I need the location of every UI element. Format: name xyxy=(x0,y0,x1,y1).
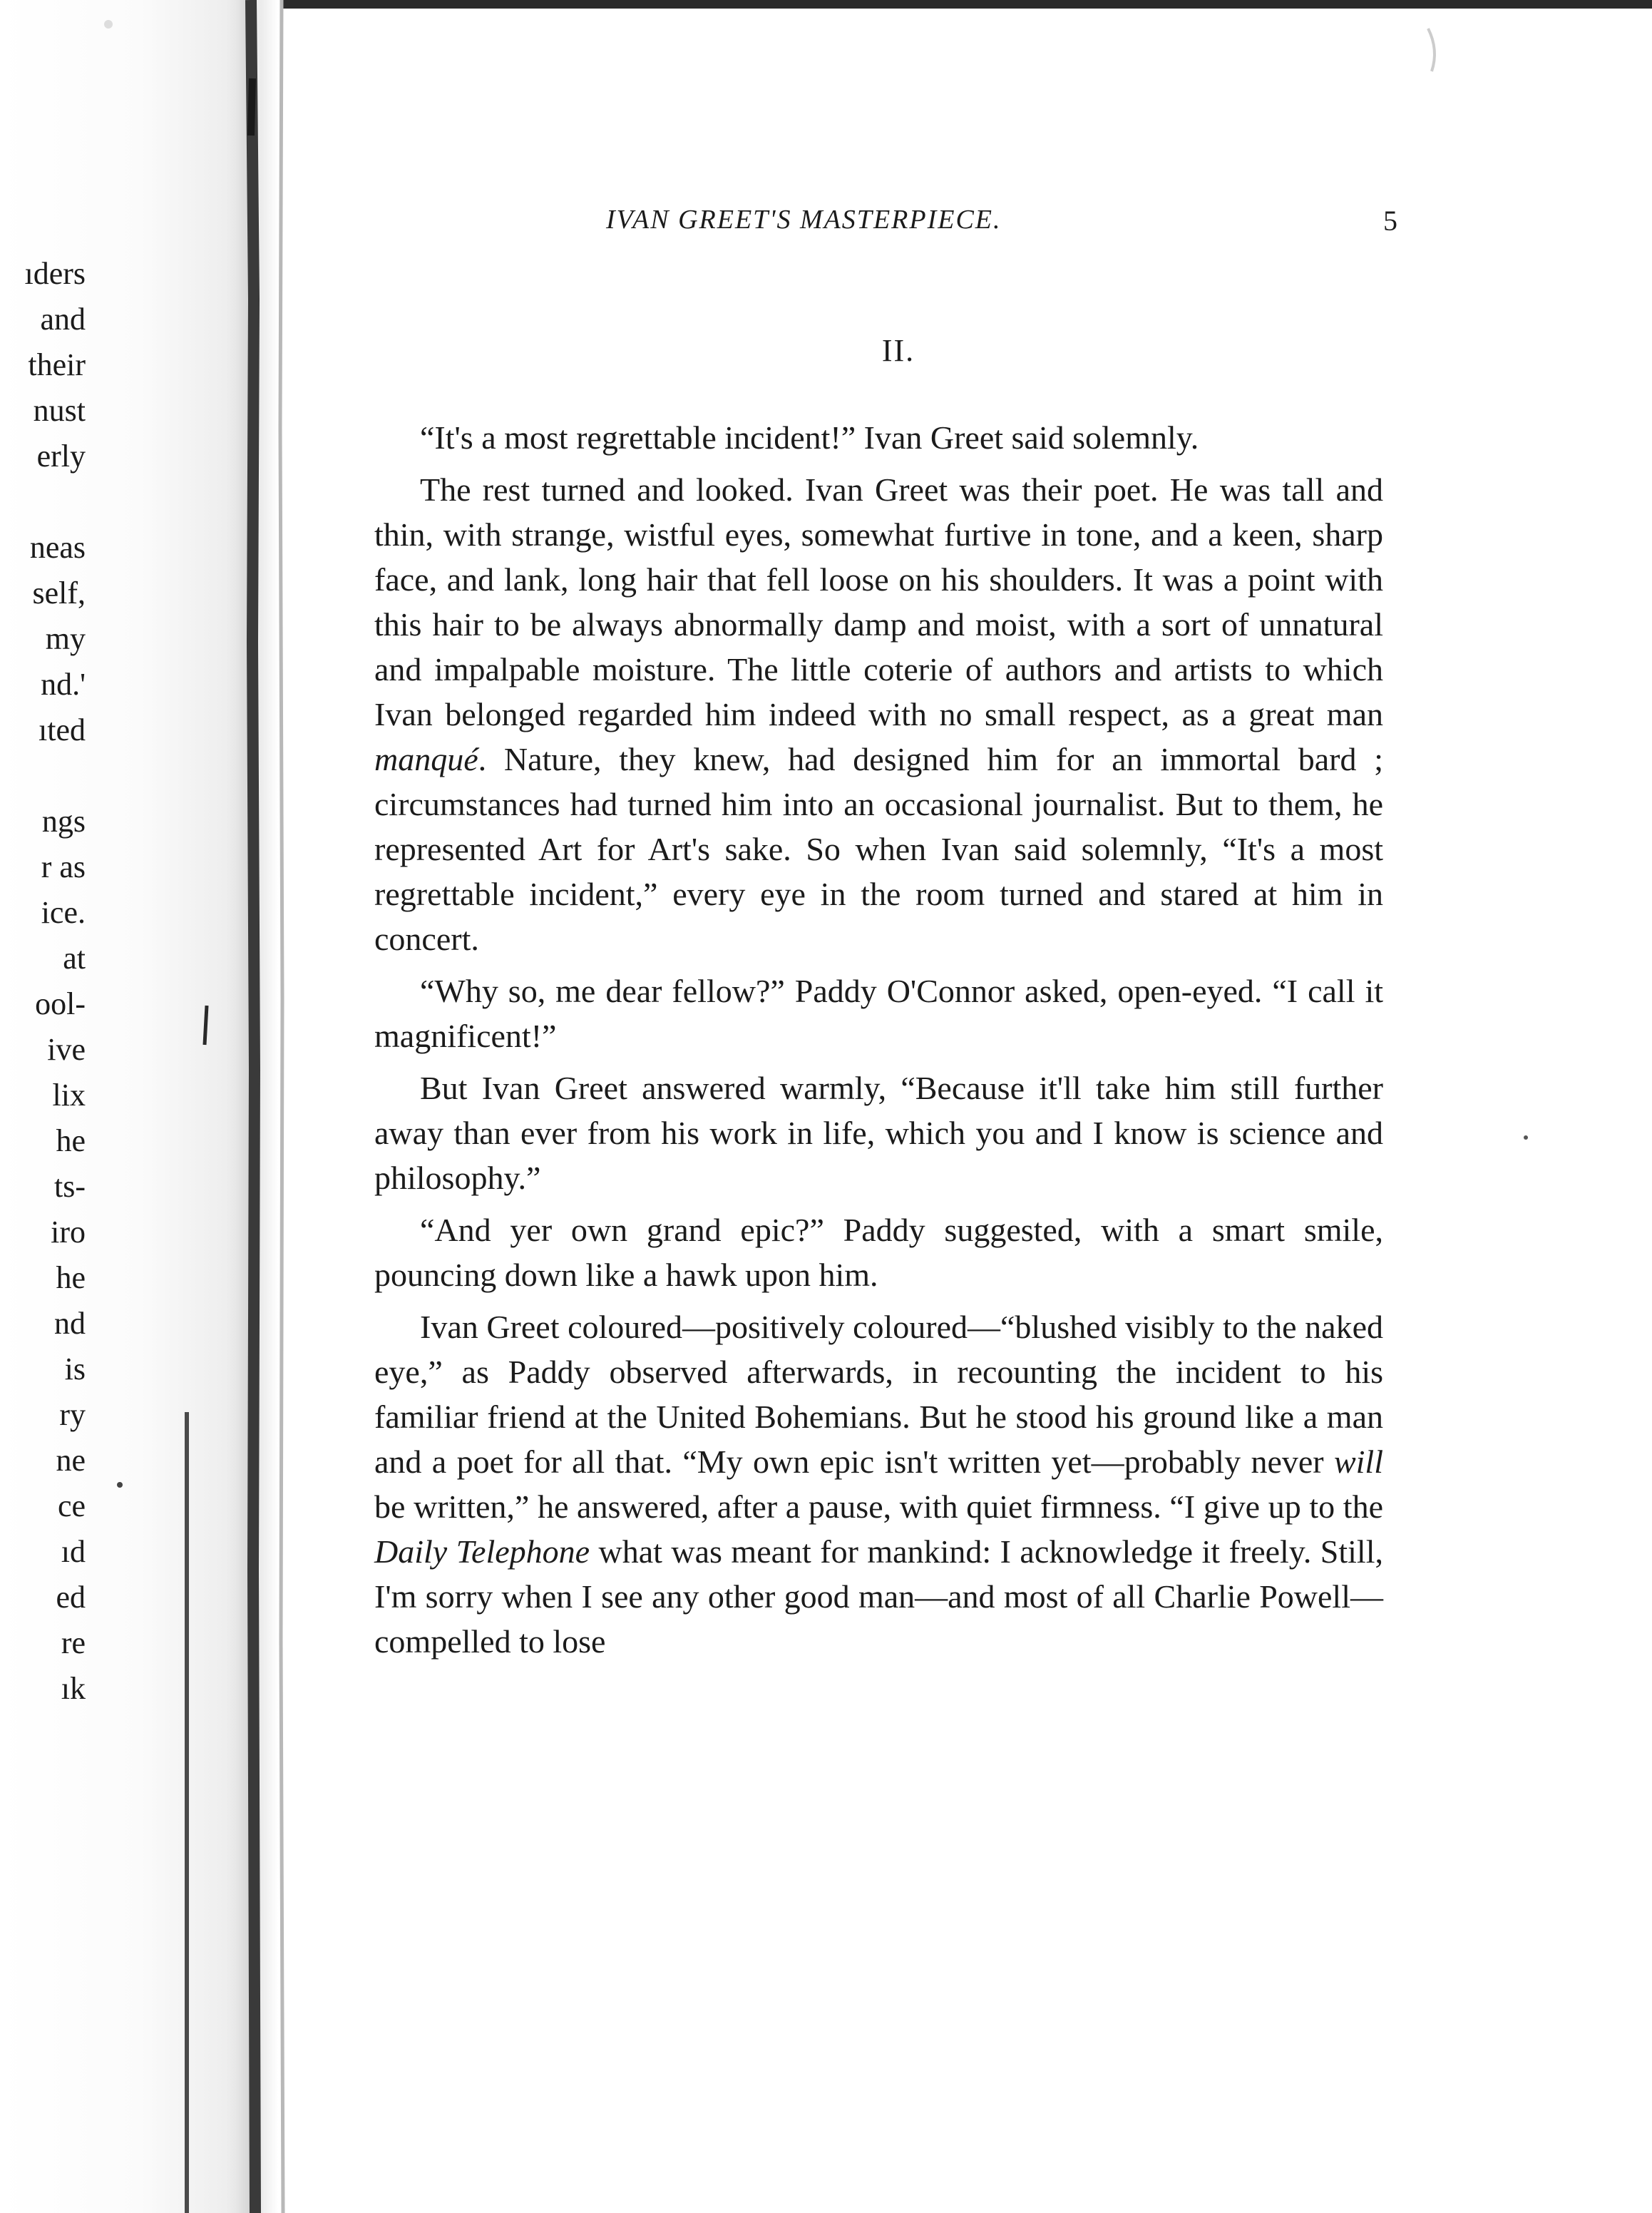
paragraph-text: what was meant for mankind: I acknowledge it freely. Still, I'm sorry when I see any other good man—and most of all Charlie Powell—compelled to lose xyxy=(374,1533,1383,1660)
paragraph xyxy=(374,1065,1383,1200)
left-page-fragment: ool- xyxy=(35,986,86,1021)
paragraph-text: Ivan Greet coloured—positively coloured—“blushed visibly to the naked eye,” as Paddy observed afterwards, in recounting the incident to his familiar friend at the United Bohemians. But he stood his ground like a man and a poet for all that. “My own epic isn't written yet—probably never xyxy=(374,1309,1383,1480)
left-page-fragment: my xyxy=(45,621,86,656)
left-page-fragment: nd.' xyxy=(41,667,86,702)
paragraph xyxy=(374,415,1383,460)
paragraph-text: . Nature, they knew, had designed him for an immortal bard ; circumstances had turned him into an occasional journalist. But to them, he represented Art for Art's sake. So when Ivan said solemnly, “It's a most regrettable incident,” every eye in the room turned and stared at him in concert. xyxy=(374,741,1383,957)
stray-dot-right xyxy=(1524,1135,1528,1140)
paragraph-text: The rest turned and looked. Ivan Greet was their poet. He was tall and thin, with strange, wistful eyes, somewhat furtive in tone, and a keen, sharp face, and lank, long hair that fell loose on his shoulders. It was a point with this hair to be always abnormally damp and moist, with a sort of unnatural and impalpable moisture. The little coterie of authors and artists to which Ivan belonged regarded him indeed with no small respect, as a great man xyxy=(374,471,1383,732)
left-page-fragment: neas xyxy=(29,530,86,565)
left-page-fragment: ts- xyxy=(54,1169,86,1204)
left-page-fragment: ive xyxy=(47,1032,86,1067)
left-page-fragment: self, xyxy=(32,576,86,610)
stray-dot xyxy=(117,1482,123,1488)
stray-tick xyxy=(205,1006,207,1045)
page-number: 5 xyxy=(1383,205,1397,237)
left-page-fragment: and xyxy=(40,302,86,337)
body-text xyxy=(374,415,1383,1671)
left-page-fragment: ıders xyxy=(24,256,86,291)
italic-text: Daily Telephone xyxy=(374,1533,590,1570)
fragment-gap xyxy=(0,479,86,525)
left-page-fragment: r as xyxy=(41,849,86,884)
paragraph xyxy=(374,1207,1383,1297)
paragraph-text: “And yer own grand epic?” Paddy suggested, with a smart smile, pouncing down like a hawk upon him. xyxy=(374,1212,1383,1293)
left-page-fragment: lix xyxy=(52,1078,86,1113)
paragraph-text: But Ivan Greet answered warmly, “Because it'll take him still further away than ever from his work in life, which you and I know is science and philosophy.” xyxy=(374,1070,1383,1196)
paragraph xyxy=(374,968,1383,1058)
left-page-fragment: he xyxy=(56,1123,86,1158)
left-page-fragment: ce xyxy=(57,1488,86,1523)
left-page-fragment: at xyxy=(63,941,86,976)
left-page-fragment: ık xyxy=(61,1671,86,1706)
paragraph xyxy=(374,1304,1383,1664)
binding-edge-line xyxy=(251,0,255,2213)
chapter-number: II. xyxy=(881,333,915,368)
left-edge-mark-upper xyxy=(251,78,252,136)
left-page-fragment: ry xyxy=(59,1397,86,1432)
left-page-fragment: ice. xyxy=(41,895,86,930)
fragment-gap xyxy=(0,753,86,799)
left-page-fragment: erly xyxy=(36,439,86,474)
paragraph-text: “It's a most regrettable incident!” Ivan Greet said solemnly. xyxy=(420,419,1199,456)
top-border-bar xyxy=(282,0,1652,9)
running-header xyxy=(606,204,1397,247)
paragraph-text: “Why so, me dear fellow?” Paddy O'Connor asked, open-eyed. “I call it magnificent!” xyxy=(374,973,1383,1054)
left-page-fragment: their xyxy=(28,347,86,382)
paragraph xyxy=(374,467,1383,961)
left-page-fragment: he xyxy=(56,1260,86,1295)
paragraph-text: be written,” he answered, after a pause, with quiet firmness. “I give up to the xyxy=(374,1488,1383,1525)
left-page-fragment: ed xyxy=(56,1580,86,1615)
left-page-fragment: re xyxy=(61,1625,86,1660)
running-title: IVAN GREET'S MASTERPIECE. xyxy=(606,205,1002,235)
binding-inner-line xyxy=(280,0,283,2213)
left-page-fragment: ıd xyxy=(61,1534,86,1569)
corner-mark xyxy=(1428,29,1435,71)
italic-text: will xyxy=(1333,1443,1383,1480)
facing-page-fragments xyxy=(0,251,86,1712)
left-page-fragment: nd xyxy=(54,1306,86,1341)
left-page-fragment: ıted xyxy=(39,712,86,747)
left-page-fragment: ngs xyxy=(41,804,86,839)
stray-dot-top xyxy=(104,20,113,29)
italic-text: manqué xyxy=(374,741,478,777)
left-page-fragment: is xyxy=(64,1351,86,1386)
left-page-fragment: iro xyxy=(51,1215,86,1249)
left-page-fragment: nust xyxy=(33,393,86,428)
left-page-fragment: ne xyxy=(56,1443,86,1478)
